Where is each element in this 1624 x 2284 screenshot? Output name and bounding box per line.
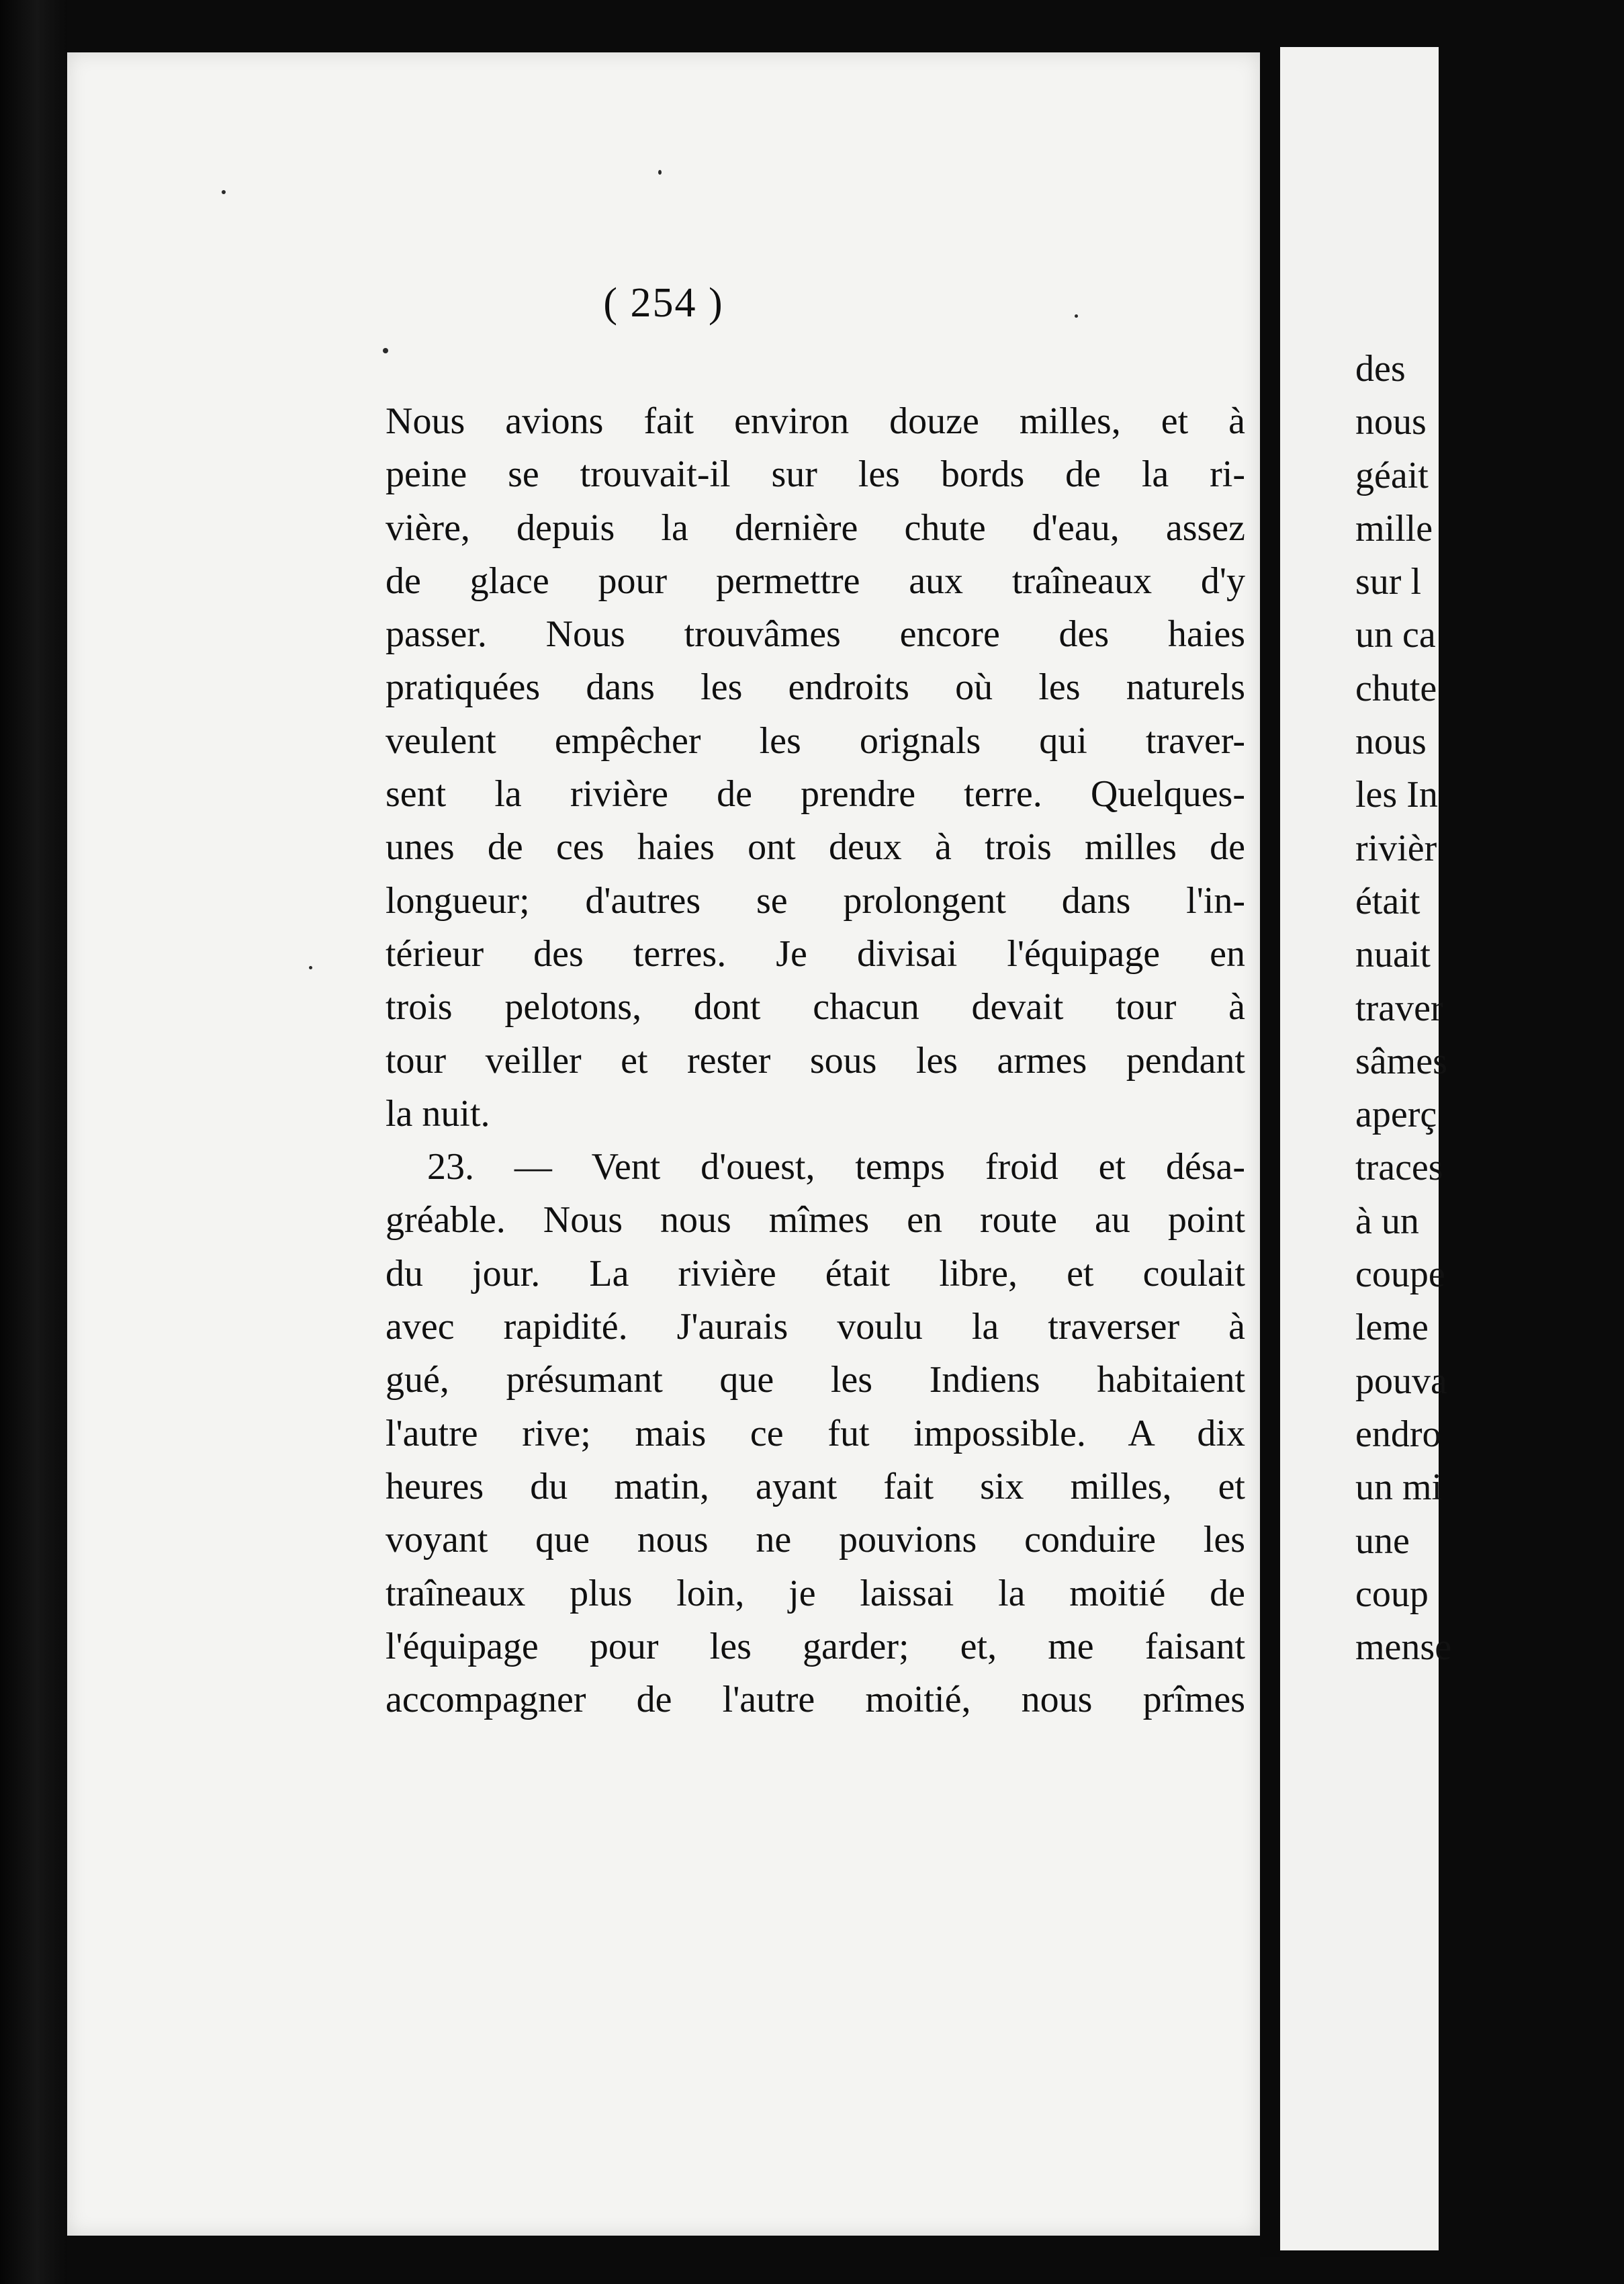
facing-text-line: mense: [1355, 1626, 1452, 1669]
facing-text-line: un ca: [1355, 614, 1436, 656]
paper-speck: [222, 190, 226, 194]
facing-text-line: traver: [1355, 987, 1443, 1029]
text-line: térieur des terres. Je divisai l'équipage en: [386, 932, 1245, 975]
facing-text-line: chute: [1355, 667, 1437, 709]
facing-text-line: coupe: [1355, 1254, 1445, 1296]
facing-text-line: coup: [1355, 1573, 1429, 1615]
paper-speck: [309, 966, 312, 969]
paper-speck: [383, 348, 388, 353]
text-line: l'autre rive; mais ce fut impossible. A dix: [386, 1412, 1245, 1454]
text-line: longueur; d'autres se prolongent dans l'in-: [386, 879, 1245, 922]
facing-text-line: aperç: [1355, 1094, 1437, 1136]
facing-text-line: rivièr: [1355, 827, 1437, 869]
facing-page: [1280, 47, 1452, 2250]
text-line: accompagner de l'autre moitié, nous prîmes: [386, 1679, 1245, 1721]
text-line-paragraph-end: la nuit.: [386, 1092, 490, 1135]
text-line: pratiquées dans les endroits où les naturels: [386, 666, 1245, 709]
facing-text-line: sur l: [1355, 561, 1421, 603]
facing-text-line: était: [1355, 880, 1420, 922]
text-line: gréable. Nous nous mîmes en route au point: [386, 1199, 1245, 1241]
text-line: de glace pour permettre aux traîneaux d'y: [386, 560, 1245, 602]
text-line: vière, depuis la dernière chute d'eau, assez: [386, 507, 1245, 549]
facing-text-line: nuait: [1355, 934, 1431, 976]
facing-text-line: pouva: [1355, 1360, 1447, 1402]
facing-text-line: nous: [1355, 401, 1427, 443]
facing-page-text: [1355, 343, 1624, 1674]
text-line: unes de ces haies ont deux à trois milles de: [386, 826, 1245, 869]
text-line: l'équipage pour les garder; et, me faisant: [386, 1625, 1245, 1667]
facing-text-line: géait: [1355, 454, 1429, 496]
text-line: passer. Nous trouvâmes encore des haies: [386, 613, 1245, 656]
facing-text-line: sâmes: [1355, 1040, 1447, 1082]
page-gutter: [1260, 40, 1280, 2257]
text-line: traîneaux plus loin, je laissai la moitié de: [386, 1572, 1245, 1614]
text-line: heures du matin, ayant fait six milles, et: [386, 1465, 1245, 1507]
text-line-entry-start: 23. — Vent d'ouest, temps froid et désa-: [427, 1146, 1245, 1188]
facing-text-line: nous: [1355, 721, 1427, 763]
facing-text-line: un mi: [1355, 1466, 1443, 1509]
text-line: peine se trouvait-il sur les bords de la ri-: [386, 453, 1245, 496]
page-number: ( 254 ): [603, 280, 724, 326]
paper-speck: [658, 170, 662, 175]
facing-text-line: des: [1355, 348, 1406, 390]
facing-text-line: une: [1355, 1520, 1410, 1562]
body-text: [386, 395, 1245, 1726]
text-line: sent la rivière de prendre terre. Quelques-: [386, 773, 1245, 816]
paper-speck: [1075, 314, 1078, 318]
text-line: Nous avions fait environ douze milles, et à: [386, 400, 1245, 442]
facing-text-line: leme: [1355, 1307, 1429, 1349]
text-line: voyant que nous ne pouvions conduire les: [386, 1519, 1245, 1561]
text-line: gué, présumant que les Indiens habitaient: [386, 1359, 1245, 1401]
facing-text-line: mille: [1355, 507, 1433, 550]
text-line: trois pelotons, dont chacun devait tour à: [386, 986, 1245, 1028]
left-binding-edge: [0, 0, 67, 2284]
text-line: tour veiller et rester sous les armes pendant: [386, 1039, 1245, 1082]
facing-text-line: traces: [1355, 1147, 1443, 1189]
text-line: du jour. La rivière était libre, et coulait: [386, 1252, 1245, 1294]
text-line: veulent empêcher les orignals qui traver-: [386, 719, 1245, 762]
text-line: avec rapidité. J'aurais voulu la traverser à: [386, 1306, 1245, 1348]
facing-text-line: endro: [1355, 1413, 1441, 1455]
book-page: [67, 52, 1260, 2236]
facing-text-line: les In: [1355, 774, 1438, 816]
facing-text-line: à un: [1355, 1200, 1419, 1242]
